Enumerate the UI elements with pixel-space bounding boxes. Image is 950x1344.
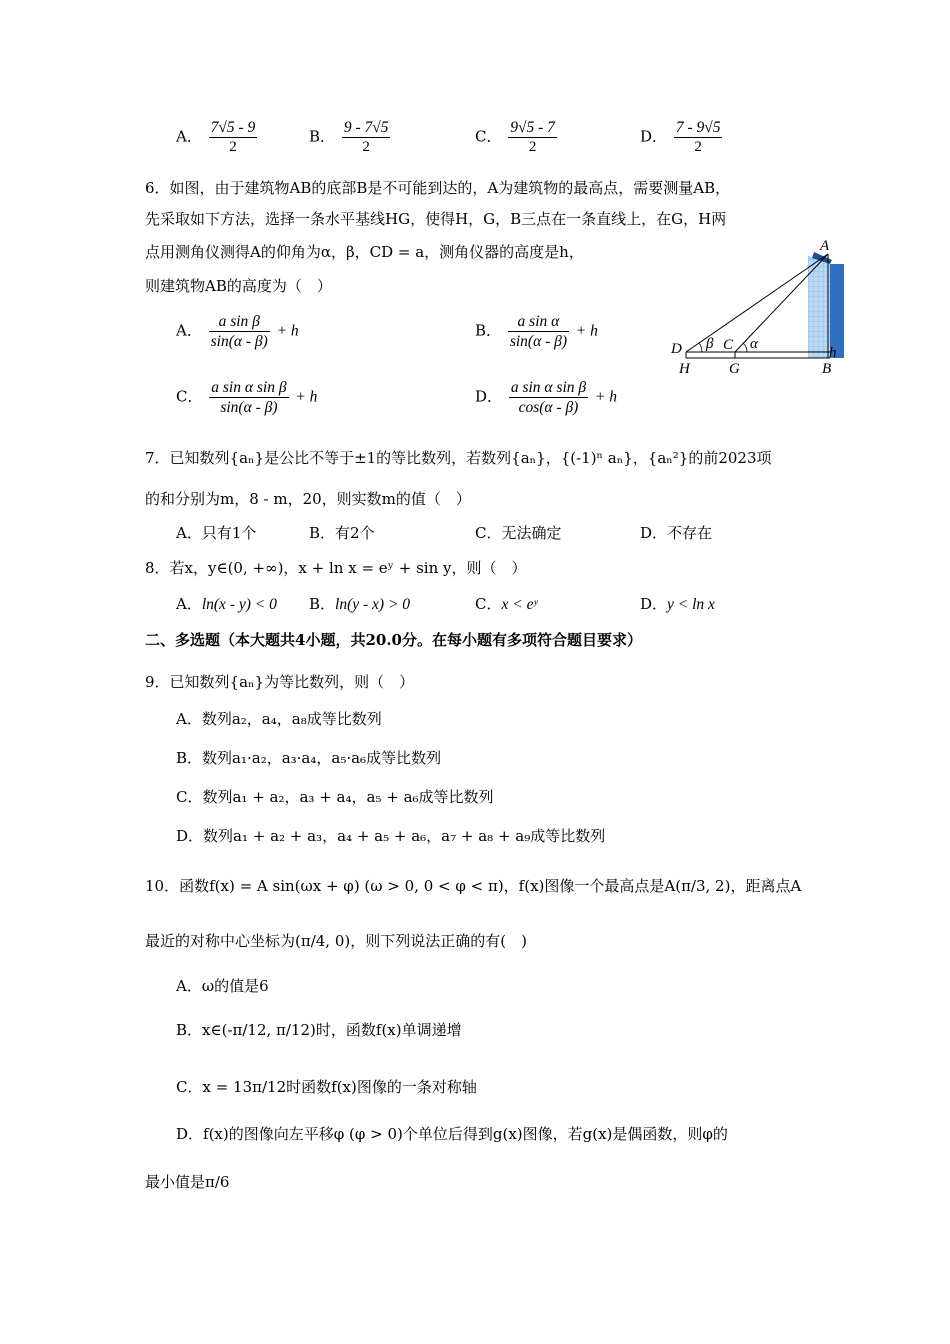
label-c: C xyxy=(723,337,734,353)
q8-option-a: A．ln(x - y) < 0 xyxy=(176,595,277,613)
q7-stem-line-1: 7．已知数列{aₙ}是公比不等于±1的等比数列，若数列{aₙ}，{(-1)ⁿ aₙ}，{aₙ²}的前2023项 xyxy=(145,449,772,467)
q6-option-b: B． $\frac{\text{a sin α}}{\sin(\alpha - \beta)}$ + h xyxy=(475,313,598,350)
q6-stem-line-3: 点用测角仪测得A的仰角为α，β，CD = a，测角仪器的高度是h， xyxy=(145,243,584,261)
q7-stem-line-2: 的和分别为m，8 - m，20，则实数m的值（ ） xyxy=(145,490,471,508)
building-right-face xyxy=(830,264,844,358)
q5-option-d: D． $\frac{7 - 9√5}{2}$ xyxy=(640,119,721,155)
label-a: A xyxy=(820,238,830,254)
q5-option-a: A． $\frac{7√5 - 9}{2}$ xyxy=(176,119,256,155)
q6-stem-line-2: 先采取如下方法，选择一条水平基线HG，使得H，G，B三点在一条直线上，在G，H两 xyxy=(145,210,727,228)
q8-option-c: C．x < eʸ xyxy=(475,595,538,613)
q6-stem-line-4: 则建筑物AB的高度为（ ） xyxy=(145,277,332,295)
q9-stem: 9．已知数列{aₙ}为等比数列，则（ ） xyxy=(145,673,415,691)
building-face-grid xyxy=(808,260,830,358)
q7-option-b: B．有2个 xyxy=(309,524,375,542)
q5-option-c: C． $\frac{9√5 - 7}{2}$ xyxy=(475,119,555,155)
q10-option-c: C．x = 13π/12时函数f(x)图像的一条对称轴 xyxy=(176,1078,477,1096)
q6-option-c: C． $\frac{\text{a sin α sin β}}{\sin(\alpha - \beta)}$ + h xyxy=(176,379,318,416)
label-b: B xyxy=(822,361,832,377)
q10-stem-line-2: 最近的对称中心坐标为(π/4, 0)，则下列说法正确的有( ) xyxy=(145,932,527,950)
q8-option-b: B．ln(y - x) > 0 xyxy=(309,595,411,613)
q7-option-a: A．只有1个 xyxy=(176,524,257,542)
angle-alpha-arc xyxy=(743,343,747,352)
label-g: G xyxy=(729,361,740,377)
q8-option-d: D．y < ln x xyxy=(640,595,715,613)
label-h-height: h xyxy=(829,345,837,361)
q10-option-b: B．x∈(-π/12, π/12)时，函数f(x)单调递增 xyxy=(176,1021,462,1039)
q5-option-b: B． $\frac{9 - 7√5}{2}$ xyxy=(309,119,389,155)
angle-beta-arc xyxy=(699,343,702,352)
q9-option-d: D．数列a₁ + a₂ + a₃，a₄ + a₅ + a₆，a₇ + a₈ + a₉成等比数列 xyxy=(176,827,606,845)
q10-stem-line-1: 10．函数f(x) = A sin(ωx + φ) (ω > 0, 0 < φ < π)，f(x)图像一个最高点是A(π/3, 2)，距离点A xyxy=(145,877,802,895)
label-h-point: H xyxy=(679,361,690,377)
q7-option-d: D．不存在 xyxy=(640,524,713,542)
q8-stem: 8．若x，y∈(0, +∞)，x + ln x = eʸ + sin y，则（ ） xyxy=(145,559,527,577)
section-2-heading: 二、多选题（本大题共4小题，共20.0分。在每小题有多项符合题目要求） xyxy=(145,631,642,649)
q10-option-d: D．f(x)的图像向左平移φ (φ > 0)个单位后得到g(x)图像，若g(x)是偶函数，则φ的 xyxy=(176,1125,728,1143)
label-alpha: α xyxy=(750,336,758,352)
label-beta: β xyxy=(706,336,714,352)
q6-option-a: A． $\frac{\text{a sin β}}{\sin(\alpha - \beta)}$ + h xyxy=(176,313,299,350)
q9-option-a: A．数列a₂，a₄，a₈成等比数列 xyxy=(176,710,382,728)
q9-option-b: B．数列a₁·a₂，a₃·a₄，a₅·a₆成等比数列 xyxy=(176,749,442,767)
q6-option-d: D． $\frac{\text{a sin α sin β}}{\cos(\alpha - \beta)}$ + h xyxy=(475,379,617,416)
q10-option-d-cont: 最小值是π/6 xyxy=(145,1173,230,1191)
q7-option-c: C．无法确定 xyxy=(475,524,562,542)
q9-option-c: C．数列a₁ + a₂，a₃ + a₄，a₅ + a₆成等比数列 xyxy=(176,788,494,806)
q6-stem-line-1: 6．如图，由于建筑物AB的底部B是不可能到达的，A为建筑物的最高点，需要测量AB， xyxy=(145,179,731,197)
label-d: D xyxy=(671,341,682,357)
q10-option-a: A．ω的值是6 xyxy=(176,977,269,995)
q6-figure xyxy=(668,236,852,380)
